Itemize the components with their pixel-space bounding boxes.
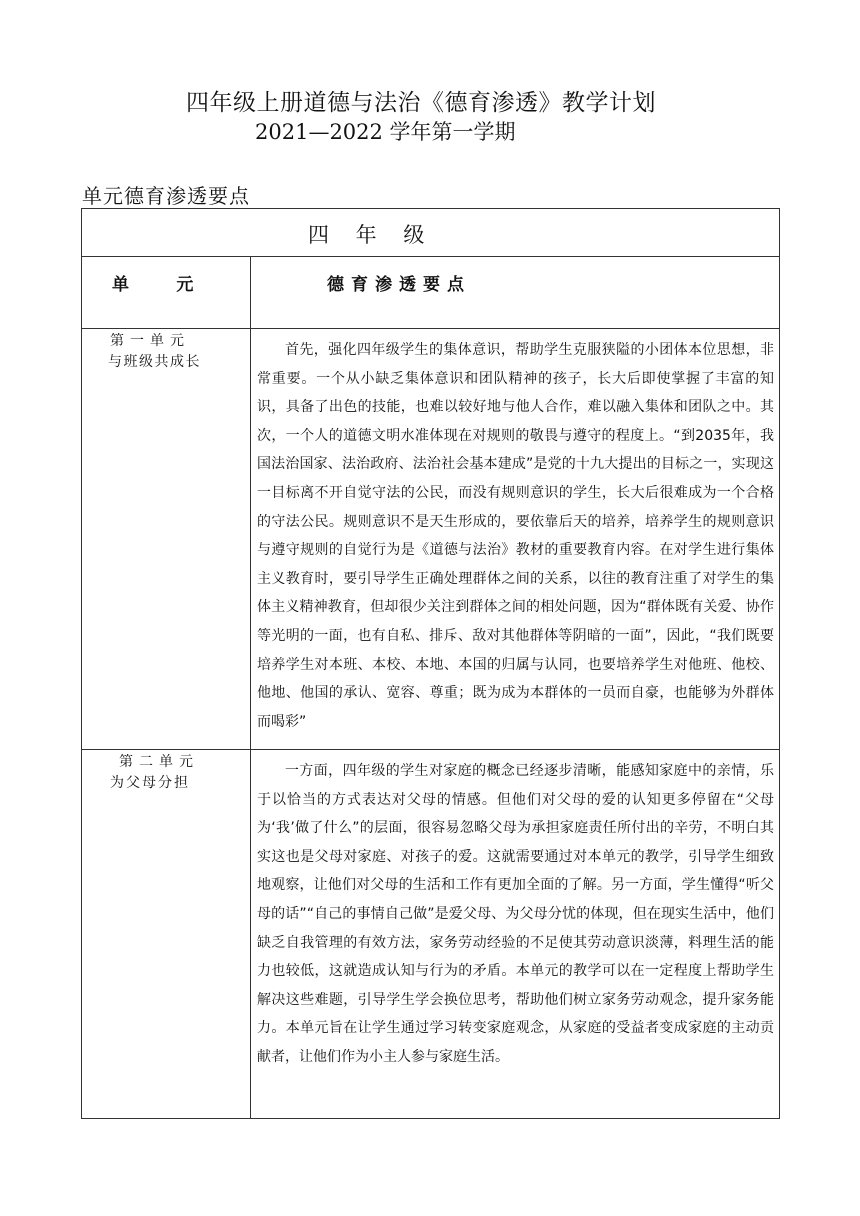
unit-cell: [82, 329, 251, 750]
unit-number: 第一单元: [110, 333, 190, 349]
section-heading: 单元德育渗透要点: [82, 184, 250, 208]
grade-label: 四 年 级: [308, 223, 435, 247]
unit-cell: [82, 750, 251, 1119]
table-row: [82, 750, 780, 1119]
document-title: 四年级上册道德与法治《德育渗透》教学计划: [186, 90, 656, 116]
unit-content: 一方面，四年级的学生对家庭的概念已经逐步清晰，能感知家庭中的亲情，乐于以恰当的方式表达对父母的情感。但他们对父母的爱的认知更多停留在“父母为‘我’做了什么”的层面，很容易忽略父母为承担家庭责任所付出的辛劳，不明白其实这也是父母对家庭、对孩子的爱。这就需要通过对本单元的教学，引导学生细致地观察，让他们对父母的生活和工作有更加全面的了解。另一方面，学生懂得“听父母的话”“自己的事情自己做”是爱父母、为父母分忧的体现，但在现实生活中，他们缺乏自我管理的有效方法，家务劳动经验的不足使其劳动意识淡薄，料理生活的能力也较低，这就造成认知与行为的矛盾。本单元的教学可以在一定程度上帮助学生解决这些难题，引导学生学会换位思考，帮助他们树立家务劳动观念，提升家务能力。本单元旨在让学生通过学习转变家庭观念，从家庭的受益者变成家庭的主动贡献者，让他们作为小主人参与家庭生活。: [257, 763, 775, 1065]
header-points-cell: [251, 257, 780, 329]
unit-title: 与班级共成长: [108, 354, 201, 370]
grade-row: [82, 209, 780, 257]
unit-title: 为父母分担: [110, 775, 190, 791]
header-unit-label: 单 元: [112, 275, 194, 295]
table-row: [82, 329, 780, 750]
header-unit-cell: [82, 257, 251, 329]
moral-education-table: [81, 208, 780, 1119]
header-row: [82, 257, 780, 329]
document-subtitle: 2021—2022 学年第一学期: [255, 120, 516, 144]
header-points-label: 德育渗透要点: [327, 275, 471, 295]
content-cell: [251, 329, 780, 750]
unit-number: 第二单元: [119, 754, 199, 770]
content-cell: [251, 750, 780, 1119]
grade-cell: [82, 209, 780, 257]
unit-content: 首先，强化四年级学生的集体意识，帮助学生克服狭隘的小团体本位思想，非常重要。一个从小缺乏集体意识和团队精神的孩子，长大后即使掌握了丰富的知识，具备了出色的技能，也难以较好地与他人合作，难以融入集体和团队之中。其次，一个人的道德文明水准体现在对规则的敬畏与遵守的程度上。“到2035年，我国法治国家、法治政府、法治社会基本建成”是党的十九大提出的目标之一，实现这一目标离不开自觉守法的公民，而没有规则意识的学生，长大后很难成为一个合格的守法公民。规则意识不是天生形成的，要依靠后天的培养，培养学生的规则意识与遵守规则的自觉行为是《道德与法治》教材的重要教育内容。在对学生进行集体主义教育时，要引导学生正确处理群体之间的关系，以往的教育注重了对学生的集体主义精神教育，但却很少关注到群体之间的相处问题，因为“群体既有关爱、协作等光明的一面，也有自私、排斥、敌对其他群体等阴暗的一面”，因此，“我们既要培养学生对本班、本校、本地、本国的归属与认同，也要培养学生对他班、他校、他地、他国的承认、宽容、尊重；既为成为本群体的一员而自豪，也能够为外群体而喝彩”: [257, 342, 775, 730]
